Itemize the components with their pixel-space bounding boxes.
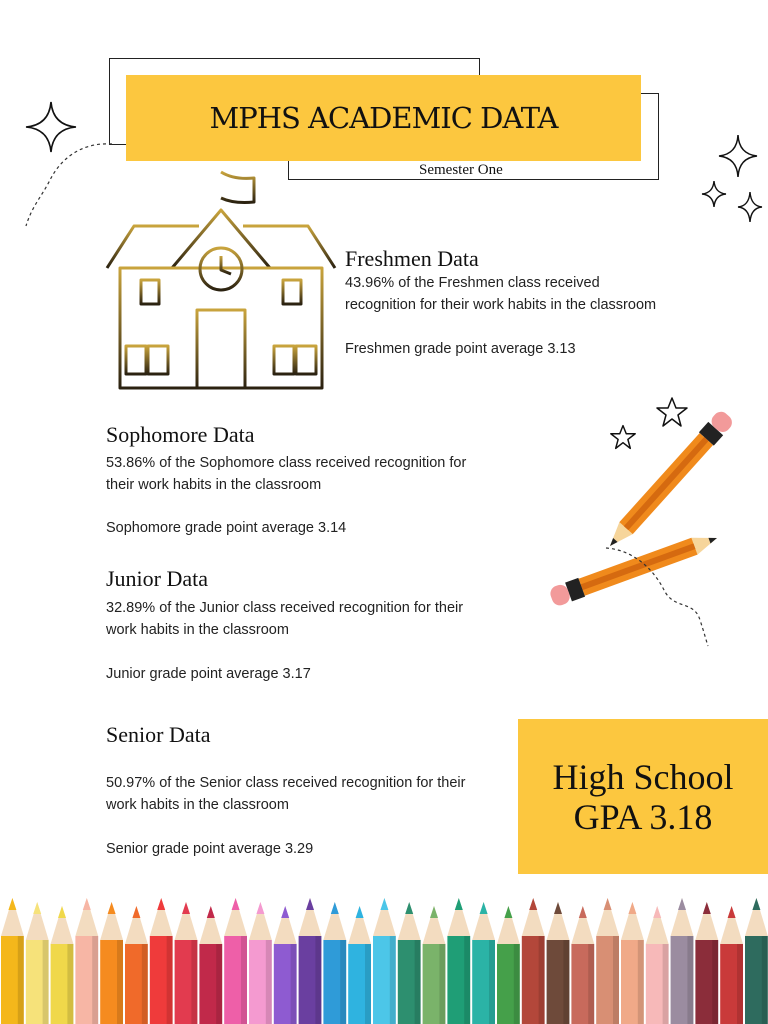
colored-pencil <box>745 898 768 1024</box>
title-banner <box>126 75 641 161</box>
colored-pencil <box>26 902 49 1024</box>
page-subtitle: Semester One <box>419 162 503 178</box>
junior-heading: Junior Data <box>106 566 209 591</box>
page-title: MPHS ACADEMIC DATA <box>209 101 558 135</box>
colored-pencil <box>472 902 495 1024</box>
colored-pencil <box>373 898 396 1024</box>
colored-pencil <box>175 902 198 1024</box>
sparkle-icon <box>718 134 758 178</box>
freshmen-recognition-line-1: 43.96% of the Freshmen class received <box>345 275 600 291</box>
colored-pencil <box>100 902 123 1024</box>
sophomore-gpa: Sophomore grade point average 3.14 <box>106 520 347 536</box>
colored-pencil <box>720 906 743 1024</box>
sophomore-heading: Sophomore Data <box>106 422 255 447</box>
high-school-gpa-value: GPA 3.18 <box>573 796 713 837</box>
sophomore-recognition-line-1: 53.86% of the Sophomore class received recognition for <box>106 455 467 471</box>
sophomore-recognition-line-2: their work habits in the classroom <box>106 477 322 493</box>
colored-pencil <box>671 898 694 1024</box>
freshmen-heading: Freshmen Data <box>345 246 479 271</box>
junior-gpa: Junior grade point average 3.17 <box>106 666 311 682</box>
colored-pencil <box>547 902 570 1024</box>
colored-pencil <box>224 898 247 1024</box>
sparkle-icon <box>737 191 763 223</box>
colored-pencil <box>621 902 644 1024</box>
colored-pencil <box>695 902 718 1024</box>
senior-recognition-line-1: 50.97% of the Senior class received recognition for their <box>106 775 466 791</box>
colored-pencil <box>75 898 98 1024</box>
high-school-gpa-box <box>518 719 768 874</box>
colored-pencil <box>423 906 446 1024</box>
colored-pencils-icon <box>0 890 768 1024</box>
sparkle-icon <box>701 180 727 208</box>
colored-pencil <box>249 902 272 1024</box>
colored-pencil <box>646 906 669 1024</box>
junior-recognition-line-1: 32.89% of the Junior class received recognition for their <box>106 600 464 616</box>
colored-pencil <box>51 906 74 1024</box>
colored-pencil <box>323 902 346 1024</box>
colored-pencil <box>274 906 297 1024</box>
colored-pencil <box>522 898 545 1024</box>
dotted-swirl-right <box>604 540 714 650</box>
colored-pencil <box>299 898 322 1024</box>
colored-pencil <box>348 906 371 1024</box>
junior-recognition-line-2: work habits in the classroom <box>106 622 289 638</box>
colored-pencil <box>596 898 619 1024</box>
freshmen-gpa: Freshmen grade point average 3.13 <box>345 341 576 357</box>
colored-pencil <box>150 898 173 1024</box>
colored-pencil <box>497 906 520 1024</box>
school-building-icon <box>104 168 338 393</box>
colored-pencil <box>398 902 421 1024</box>
senior-gpa: Senior grade point average 3.29 <box>106 841 314 857</box>
senior-recognition-line-2: work habits in the classroom <box>106 797 289 813</box>
high-school-label: High School <box>552 756 734 797</box>
colored-pencil <box>199 906 222 1024</box>
colored-pencil <box>571 906 594 1024</box>
colored-pencil <box>447 898 470 1024</box>
colored-pencil <box>1 898 24 1024</box>
senior-heading: Senior Data <box>106 722 211 747</box>
colored-pencil <box>125 906 148 1024</box>
freshmen-recognition-line-2: recognition for their work habits in the classroom <box>345 297 657 313</box>
